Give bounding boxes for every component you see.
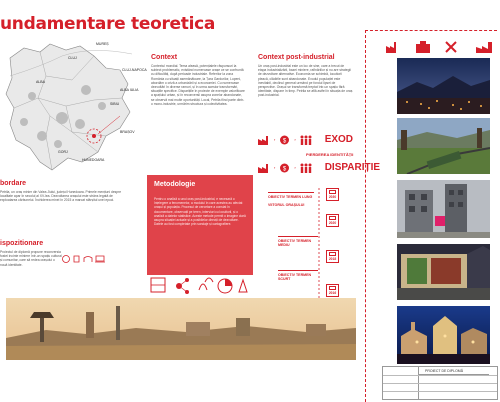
- people-icon: [299, 163, 312, 173]
- factory-icon: [386, 42, 396, 53]
- context-text: Contextul mondial. Tema aleasă, potențialele răspunsuri la subiect problematic, existând numeroase orașe ce se confruntă cu dificultăți, după perioade industriale. Referitor la zona România cu situații asemănătoare, la Țara Gardurilor, Lupeni, abordăm o criză a urbanizării și a economiei. Cu numeroase dezvoltări în diverse ramuri, și în urma acestor transformări, situațiile specifice. Disparițiile în proiecte de exemple valorificare a spațiului urban, și în reconversii asupra zonelor abandonate, se observă mai multe oportunități. Local, Petrila fiind parte dintr-o mono-industrie, urmărim structura și colectivitatea.: [151, 64, 245, 106]
- photo-night-town: [397, 58, 490, 114]
- photo-train-landscape: [397, 118, 490, 174]
- disparitie-label: DISPARIȚIE: [324, 162, 381, 173]
- objective-long: OBIECTIV TERMEN LUNG VIITORUL ORAȘULUI: [268, 192, 314, 207]
- building-icon: [416, 41, 430, 53]
- heading-context: Context: [151, 54, 178, 61]
- factory-icon: [258, 135, 271, 145]
- map-label: MUREȘ: [96, 42, 109, 46]
- objective-short: OBIECTIV TERMEN SCURT: [278, 270, 318, 281]
- objective-medium: OBIECTIV TERMEN MEDIU: [278, 236, 318, 247]
- map-label: CLUJ-NAPOCA: [122, 68, 147, 72]
- location-icon: [199, 278, 213, 290]
- title-block: [382, 366, 498, 400]
- photo-mural-wall: [397, 244, 490, 300]
- laptop-icon: [95, 256, 105, 262]
- factory-icon: [258, 163, 271, 173]
- heading-context-post-industrial: Context post-industrial: [258, 54, 335, 61]
- svg-text:$: $: [283, 166, 287, 172]
- year-marker: 2018: [326, 250, 339, 263]
- map-label: SIBIU: [110, 102, 120, 106]
- globe-icon: [63, 256, 70, 263]
- panorama-photo: [6, 298, 356, 360]
- map-label: ALBA IULIA: [120, 88, 139, 92]
- contact-icons: [62, 254, 112, 264]
- exod-flow: › $ › EXOD: [258, 134, 353, 145]
- coin-icon: [278, 163, 291, 173]
- svg-text:$: $: [283, 138, 287, 144]
- photo-abandoned-building: [397, 180, 490, 238]
- gauge-icon: [239, 280, 247, 292]
- heading-dispozitionare: ispozitionare: [0, 240, 44, 247]
- map-label: ALBA: [36, 80, 45, 84]
- right-icons: [384, 40, 496, 54]
- disparitie-flow: › $ › DISPARIȚIE: [258, 162, 380, 173]
- page-title: undamentare teoretica: [0, 14, 216, 34]
- phone-icon: [74, 256, 79, 262]
- metodologie-text: Pentru o analiză a unui oraș post-industrial, e necesară o înțelegere a fenomenelor, a modului în care acestea au afectat orașul și populația. Procesul de cercetare a constat în documentare, observații pe teren, interviuri cu locuitorii, și o analiză a datelor statistice. Aceste metode permit o imagine clară asupra situației actuale și a posibilelor direcții de dezvoltare. Datele au fost completate prin sondaje și cartografiere.: [154, 197, 246, 227]
- photo-night-festival: [397, 306, 490, 364]
- map-label: HUNEDOARA: [82, 158, 105, 162]
- year-marker: 2016: [326, 284, 339, 297]
- map-label: GORJ: [58, 150, 68, 154]
- map-label: BRAȘOV: [120, 130, 135, 134]
- people-icon: [84, 257, 92, 263]
- heading-abordare: bordare: [0, 180, 27, 187]
- abordare-text: Petrila, un oraș minier din Valea Jiului, județul Hunedoara. Primele mențiuni despre localitate apar în secolul al XV-lea. Dezvoltarea orașului este strâns legată de exploatarea cărbunelui. Închiderea minei în 2015 a marcat sfârșitul unei epoci.: [0, 190, 122, 203]
- project-label: PROIECT DE DIPLOMĂ: [419, 367, 489, 375]
- map-label: CLUJ: [68, 56, 77, 60]
- year-marker: 2020: [326, 214, 339, 227]
- exod-label: EXOD: [324, 134, 354, 145]
- timeline-line: [318, 188, 320, 298]
- tools-icon: [446, 42, 456, 52]
- people-icon: [299, 135, 312, 145]
- year-marker: 2030: [326, 188, 339, 201]
- dispozitionare-text: Proiectul de diplomă propune reconversia fostei incinte miniere într-un spațiu cultural și comunitar, care să redea orașului o nouă identitate.: [0, 250, 62, 267]
- industry-icon: [476, 42, 492, 53]
- metodologie-box: [147, 175, 253, 275]
- coin-icon: [278, 135, 291, 145]
- context-post-industrial-text: Un oraș post-industrial este un loc de sine, care a trecut de etapa industrializării, bazei miniere, rafinăriilor și nu are strategii de dezvoltare alternative. Economia se schimbă, locuitorii pleacă, clădirile sunt abandonate. Exodul populației este inevitabil, declinul general urmând pe fondul lipsei de perspective. Orașul se transformă treptat într-un spațiu fără identitate, dispare în timp. Petrila se află astfel în situația de oraș post-industrial.: [258, 64, 353, 98]
- pierdere-label: PIERDEREA IDENTITĂȚII: [306, 152, 354, 157]
- heading-metodologie: Metodologie: [154, 181, 196, 188]
- methodology-icons: [147, 272, 255, 300]
